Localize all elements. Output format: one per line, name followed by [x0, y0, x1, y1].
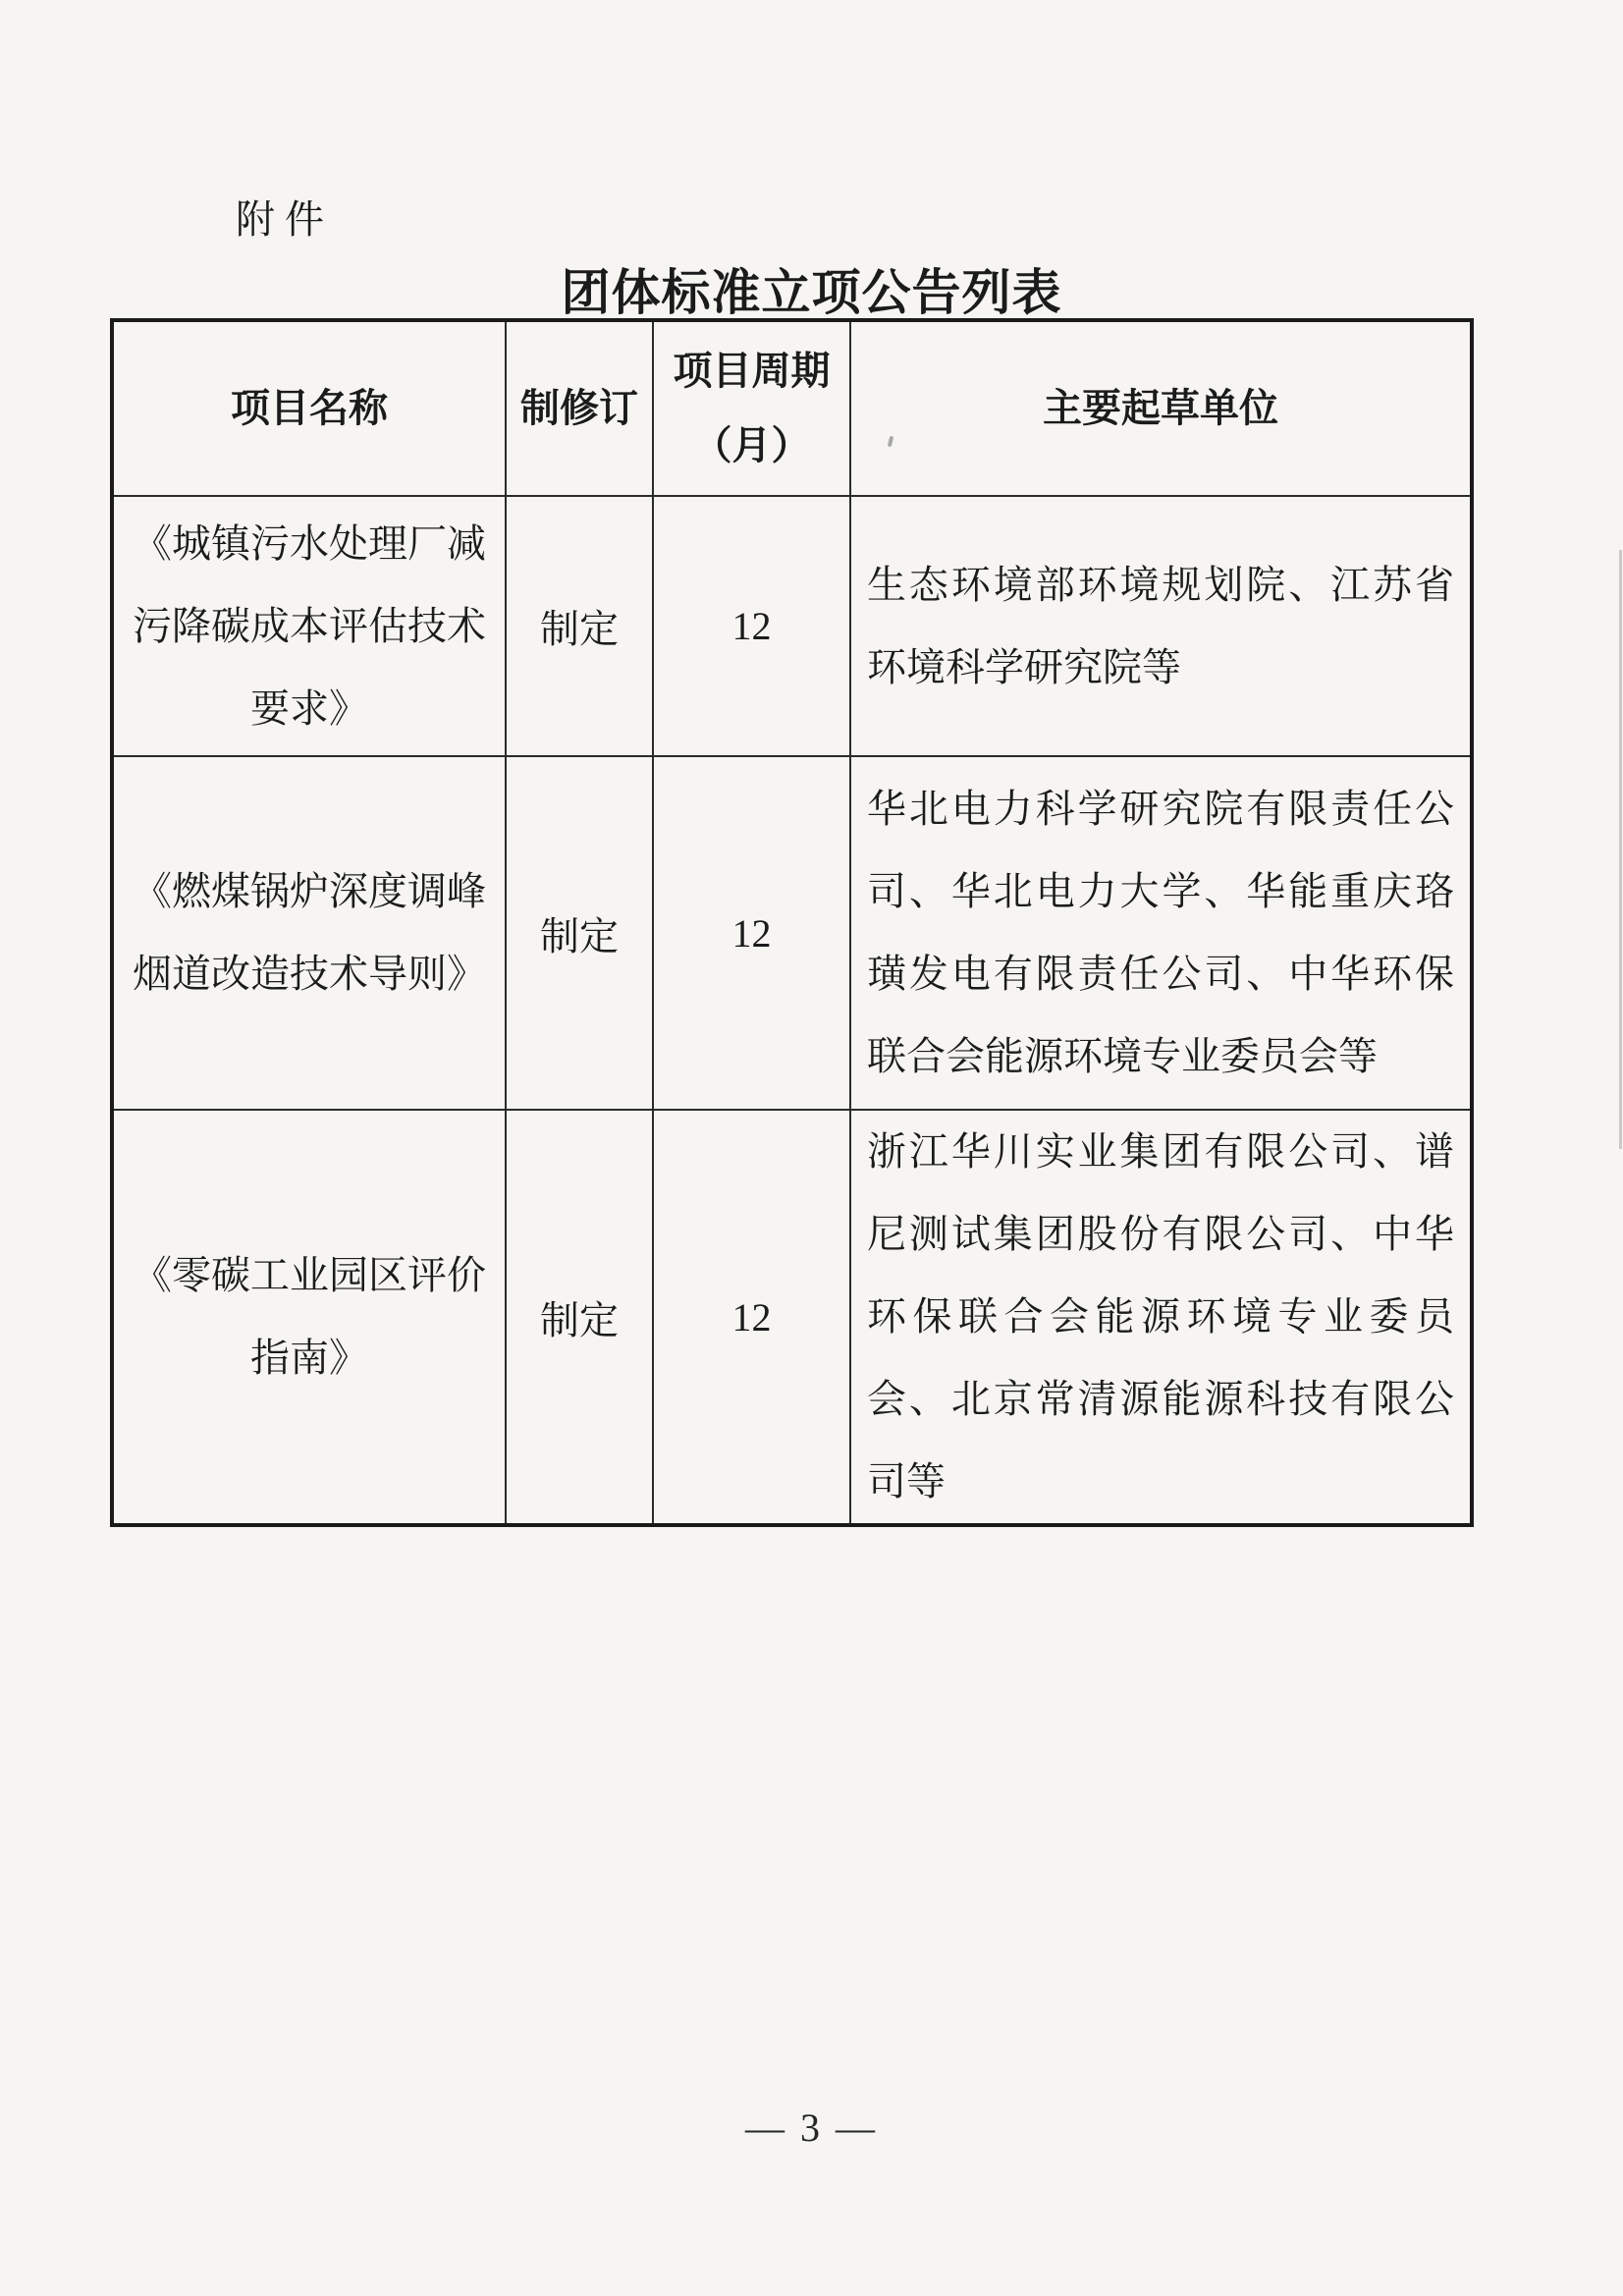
table-row — [112, 496, 1472, 756]
standards-announcement-table — [110, 318, 1474, 1527]
table-body — [112, 496, 1472, 1525]
project-name-cell: 《零碳工业园区评价指南》 — [112, 1110, 506, 1525]
attachment-label: 附件 — [236, 197, 334, 242]
drafting-units-cell: 生态环境部环境规划院、江苏省环境科学研究院等 — [850, 496, 1472, 756]
page-number: — 3 — — [745, 2105, 878, 2150]
table-header — [112, 320, 1472, 496]
header-project-name: 项目名称 — [112, 320, 506, 496]
header-project-period-line1: 项目周期 — [673, 349, 831, 393]
revision-type-cell: 制定 — [506, 1110, 653, 1525]
header-project-period-line2: （月） — [692, 423, 811, 467]
scan-edge-shadow — [1619, 550, 1622, 1149]
revision-type-cell: 制定 — [506, 496, 653, 756]
project-name-cell: 《城镇污水处理厂减污降碳成本评估技术要求》 — [112, 496, 506, 756]
period-months-cell: 12 — [653, 496, 850, 756]
period-months-cell: 12 — [653, 756, 850, 1110]
period-months-cell: 12 — [653, 1110, 850, 1525]
drafting-units-cell: 浙江华川实业集团有限公司、谱尼测试集团股份有限公司、中华环保联合会能源环境专业委员会、北京常清源能源科技有限公司等 — [850, 1110, 1472, 1525]
table-row — [112, 1110, 1472, 1525]
project-name-cell: 《燃煤锅炉深度调峰烟道改造技术导则》 — [112, 756, 506, 1110]
drafting-units-cell: 华北电力科学研究院有限责任公司、华北电力大学、华能重庆珞璜发电有限责任公司、中华环保联合会能源环境专业委员会等 — [850, 756, 1472, 1110]
document-title: 团体标准立项公告列表 — [561, 265, 1062, 320]
revision-type-cell: 制定 — [506, 756, 653, 1110]
table-row — [112, 756, 1472, 1110]
header-drafting-units: 主要起草单位 — [850, 320, 1472, 496]
table-header-row — [112, 320, 1472, 496]
header-project-period — [653, 320, 850, 496]
header-revision-type: 制修订 — [506, 320, 653, 496]
